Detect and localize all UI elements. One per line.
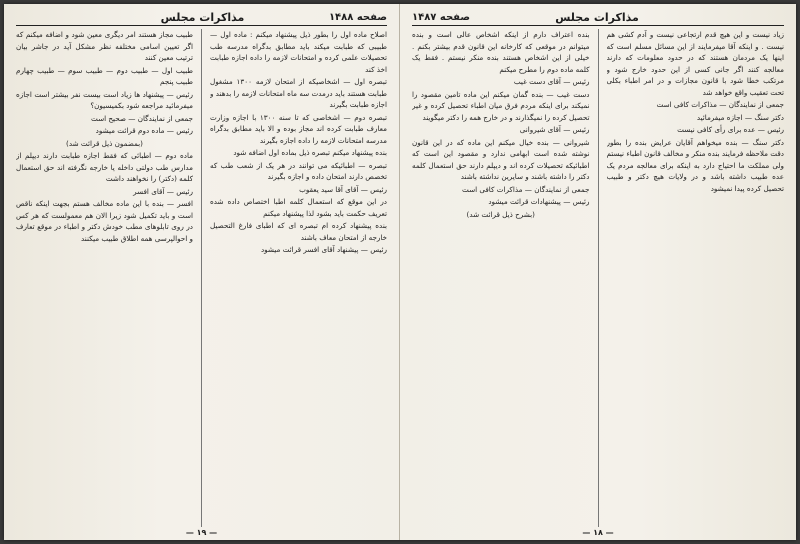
paragraph: رئیس — آقای آقا سید یعقوب: [299, 184, 387, 194]
column-left: [16, 29, 193, 527]
paragraph: رئیس — پیشنهاد آقای افسر قرائت میشود: [260, 245, 387, 254]
page-header: [16, 10, 387, 26]
page-1488: [4, 4, 400, 540]
paragraph: رئیس — عده برای رأی کافی نیست: [677, 125, 784, 134]
text-columns: [16, 29, 387, 527]
page-number-label: صفحه ۱۴۸۸: [328, 11, 387, 23]
page-header: [412, 10, 784, 26]
text-columns: [412, 29, 784, 527]
paragraph: ماده دوم — اطبائی که فقط اجازه طبابت دارند دیپلم از مدارس طب دولتی داخله یا خارجه نگرفته اند حق استعمال کلمه (دکتر) را نخواهند داشت: [16, 151, 193, 183]
paragraph: جمعی از نمایندگان — صحیح است: [91, 113, 193, 123]
running-title: مذاکرات مجلس: [160, 10, 245, 24]
paragraph: دکتر سنگ — بنده میخواهم آقایان عرایض بنده را بطور دقت ملاحظه فرمایند بنده منکر و مخالف قانون اطباء نیستم ولی مملکت ما احتیاج دارد به اینکه برای معالجه مردم یک عده طبیب داشته باشد و در ولایات هیچ دکتر و طبیب تحصیل کرده پیدا نمیشود: [606, 137, 784, 193]
paragraph: اصلاح ماده اول را بطور ذیل پیشنهاد میکنم : ماده اول — طبیبی که طبابت میکند باید مطابق بدگراه مدرسه طب تحصیلات علمی کرده و امتحانات لازمه را داده اجازه طبابت اخذ کند: [210, 30, 387, 74]
paragraph: رئیس — آقای دست غیب: [513, 77, 590, 86]
paragraph: دست غیب — بنده گمان میکنم این ماده تامین مقصود را نمیکند برای اینکه مردم فرق میان اطباء تحصیل کرده و غیر تحصیل کرده را نمیگذارند و در خارج همه را دکتر میگویند: [412, 89, 590, 122]
paragraph: جمعی از نمایندگان — مذاکرات کافی است: [656, 100, 784, 109]
paragraph: رئیس — پیشنهاد ها زیاد است بیست نفر بیشتر است اجازه میفرمائید مراجعه شود بکمیسیون؟: [16, 89, 193, 110]
paragraph: بنده پیشنهاد میکنم تبصره ذیل بماده اول اضافه شود: [233, 148, 387, 157]
paragraph: رئیس — آقای شیروانی: [519, 125, 590, 134]
paragraph: بنده پیشنهاد کرده ام تبصره ای که اطبای فارغ التحصیل خارجه از امتحان معاف باشند: [210, 221, 387, 242]
paragraph: رئیس — آقای افسر: [133, 186, 193, 196]
paragraph: رئیس — ماده دوم قرائت میشود: [95, 126, 193, 135]
paragraph: (بشرح ذیل قرائت شد): [466, 209, 535, 219]
column-right: [210, 29, 387, 527]
paragraph: رئیس — پیشنهادات قرائت میشود: [488, 197, 590, 206]
paragraph: طبیب مجاز هستند امر دیگری معین شود و اضافه میکنم که اگر تعیین اسامی مختلفه نظر مشکل آید در جاشر بیان ترتیب معین کنند: [16, 30, 193, 62]
paragraph: دکتر سنگ — اجازه میفرمائید: [696, 112, 784, 122]
page-footer-number: — ۱۸ —: [582, 528, 614, 537]
paragraph: (بمضمون ذیل قرائت شد): [66, 138, 143, 148]
paragraph: زیاد نیست و این هیچ قدم ارتجاعی نیست و آدم کشی هم نیست . و اینکه آقا میفرمایند از این مسائل مسلم است که اینها یک مردمان هستند که در حدود معلومات که دارند معالجه کنند اگر جانی کسی از این حدود خارج شود و مرتکب خطا شود با قانون مجازات و در امر اطباء بکلی تحت تعقیب واقع خواهد شد: [606, 30, 784, 97]
page-number-label: صفحه ۱۴۸۷: [412, 11, 471, 23]
document-spread: [4, 4, 796, 540]
paragraph: تبصره اول — اشخاصیکه از امتحان لازمه ۱۳۰۰ مشغول طبابت هستند باید درمدت سه ماه امتحانات لازمه را بدهند و اجازه طبابت بگیرند: [210, 77, 387, 109]
paragraph: تبصره دوم — اشخاصی که تا سنه ۱۳۰۰ با اجازه وزارت معارف طبابت کرده اند مجاز بوده و الا باید مطابق بدگراه مدرسه امتحانات لازمه را داده اجازه بگیرند: [210, 112, 387, 145]
paragraph: جمعی از نمایندگان — مذاکرات کافی است: [462, 184, 590, 194]
column-divider: [201, 29, 202, 527]
paragraph: بنده اعتراف دارم از اینکه اشخاص عالی است و بنده میتوانم در موقعی که کارخانه این قانون قدم بیشتر بکنم . خیلی از این اشخاص هستند بنده منکر نیستم . فقط یک کلمه ماده دوم را مطرح میکنم: [412, 30, 590, 74]
column-left: [412, 29, 590, 527]
paragraph: شیروانی — بنده خیال میکنم این ماده که در این قانون نوشته شده است ابهامی ندارد و مقصود این است که اطبائیکه تحصیلات کرده اند و دیپلم دارند حق استعمال کلمه دکتر را داشته باشند و سایرین نداشته باشند: [412, 137, 590, 181]
running-title: مذاکرات مجلس: [555, 10, 639, 24]
column-right: [607, 29, 785, 527]
page-footer-number: — ۱۹ —: [185, 528, 218, 537]
paragraph: افسر — بنده با این ماده مخالف هستم بجهت اینکه ناقص است و باید تکمیل شود زیرا الان هم معمولست که هر کس در روی تابلوهای مطب خودش دکتر و اطباء در موقع تعارف و احوالپرسی همه اطلاق طبیب میکنند: [16, 199, 193, 243]
paragraph: تبصره — اطبائیکه می توانند در هر یک از شعب طب که تخصص دارند امتحان داده و اجازه بگیرند: [210, 160, 387, 181]
paragraph: طبیب اول — طبیب دوم — طبیب سوم — طبیب چهارم طبیب پنجم: [16, 65, 193, 86]
paragraph: در این موقع که استعمال کلمه اطبا اختصاص داده شده تعریف حکمت باید بشود لذا پیشنهاد میکنم: [210, 197, 387, 218]
page-1487: [400, 4, 796, 540]
column-divider: [598, 29, 599, 527]
